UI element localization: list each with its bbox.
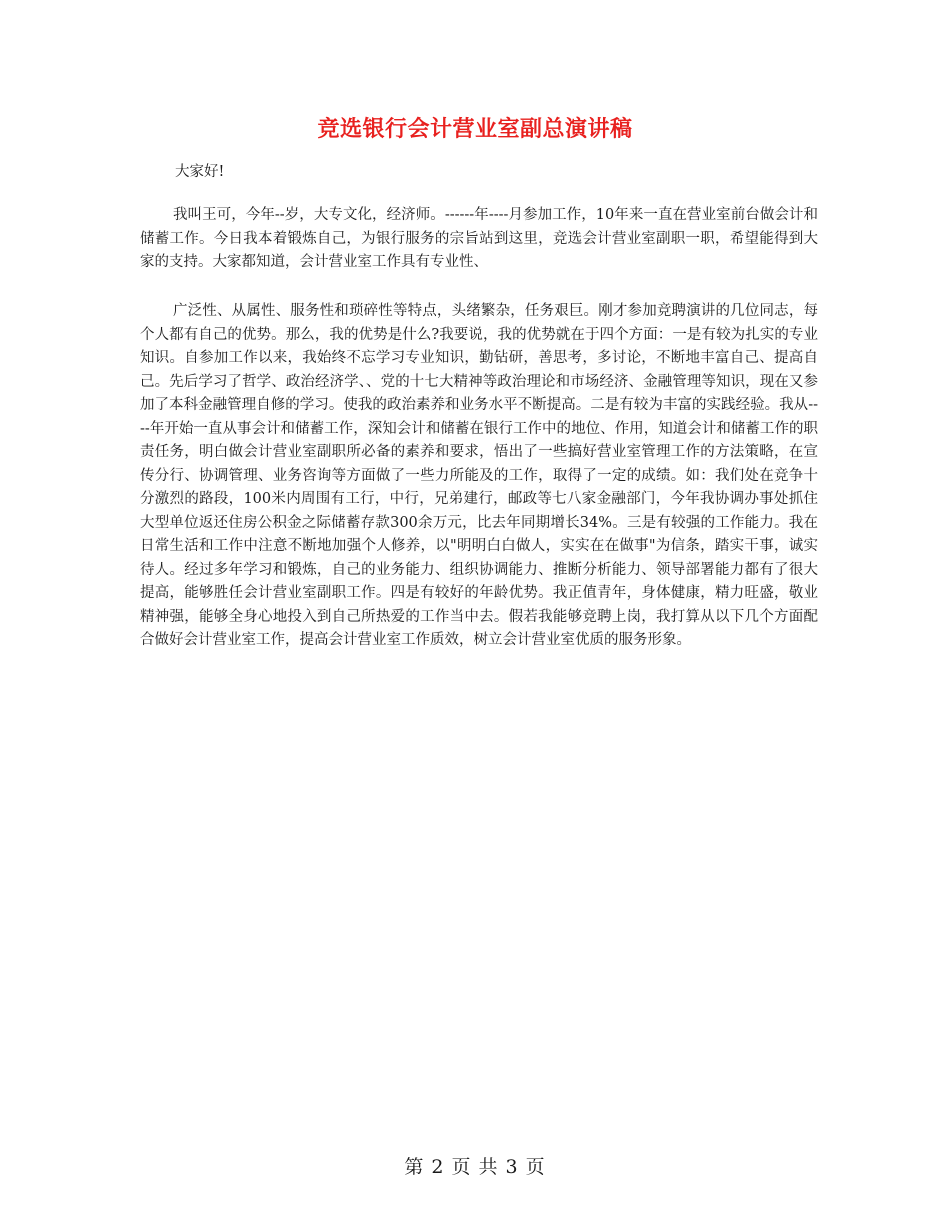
body-paragraph-1: 我叫王可，今年--岁，大专文化，经济师。------年----月参加工作，10年来一直在营业室前台做会计和储蓄工作。今日我本着锻炼自己，为银行服务的宗旨站到这里，竞选会计营业室副职一职，希望能得到大家的支持。大家都知道，会计营业室工作具有专业性、 (140, 207, 818, 270)
body-paragraph-2: 广泛性、从属性、服务性和琐碎性等特点，头绪繁杂，任务艰巨。刚才参加竞聘演讲的几位同志，每个人都有自己的优势。那么，我的优势是什么?我要说，我的优势就在于四个方面：一是有较为扎实的专业知识。自参加工作以来，我始终不忘学习专业知识，勤钻研，善思考，多讨论，不断地丰富自己、提高自己。先后学习了哲学、政治经济学、、党的十七大精神等政治理论和市场经济、金融管理等知识，现在又参加了本科金融管理自修的学习。使我的政治素养和业务水平不断提高。二是有较为丰富的实践经验。我从----年开始一直从事会计和储蓄工作，深知会计和储蓄在银行工作中的地位、作用，知道会计和储蓄工作的职责任务，明白做会计营业室副职所必备的素养和要求，悟出了一些搞好营业室管理工作的方法策略，在宣传分行、协调管理、业务咨询等方面做了一些力所能及的工作，取得了一定的成绩。如：我们处在竞争十分激烈的路段，100米内周围有工行，中行，兄弟建行，邮政等七八家金融部门，今年我协调办事处抓住大型单位返还住房公积金之际储蓄存款300余万元，比去年同期增长34%。三是有较强的工作能力。我在日常生活和工作中注意不断地加强个人修养，以"明明白白做人，实实在在做事"为信条，踏实干事，诚实待人。经过多年学习和锻炼，自己的业务能力、组织协调能力、推断分析能力、领导部署能力都有了很大提高，能够胜任会计营业室副职工作。四是有较好的年龄优势。我正值青年，身体健康，精力旺盛，敬业精神强，能够全身心地投入到自己所热爱的工作当中去。假若我能够竞聘上岗，我打算从以下几个方面配合做好会计营业室工作，提高会计营业室工作质效，树立会计营业室优质的服务形象。 (140, 303, 818, 648)
page-number-footer: 第 2 页 共 3 页 (404, 1156, 546, 1178)
document-title: 竞选银行会计营业室副总演讲稿 (317, 116, 633, 142)
greeting-text: 大家好! (175, 164, 225, 180)
